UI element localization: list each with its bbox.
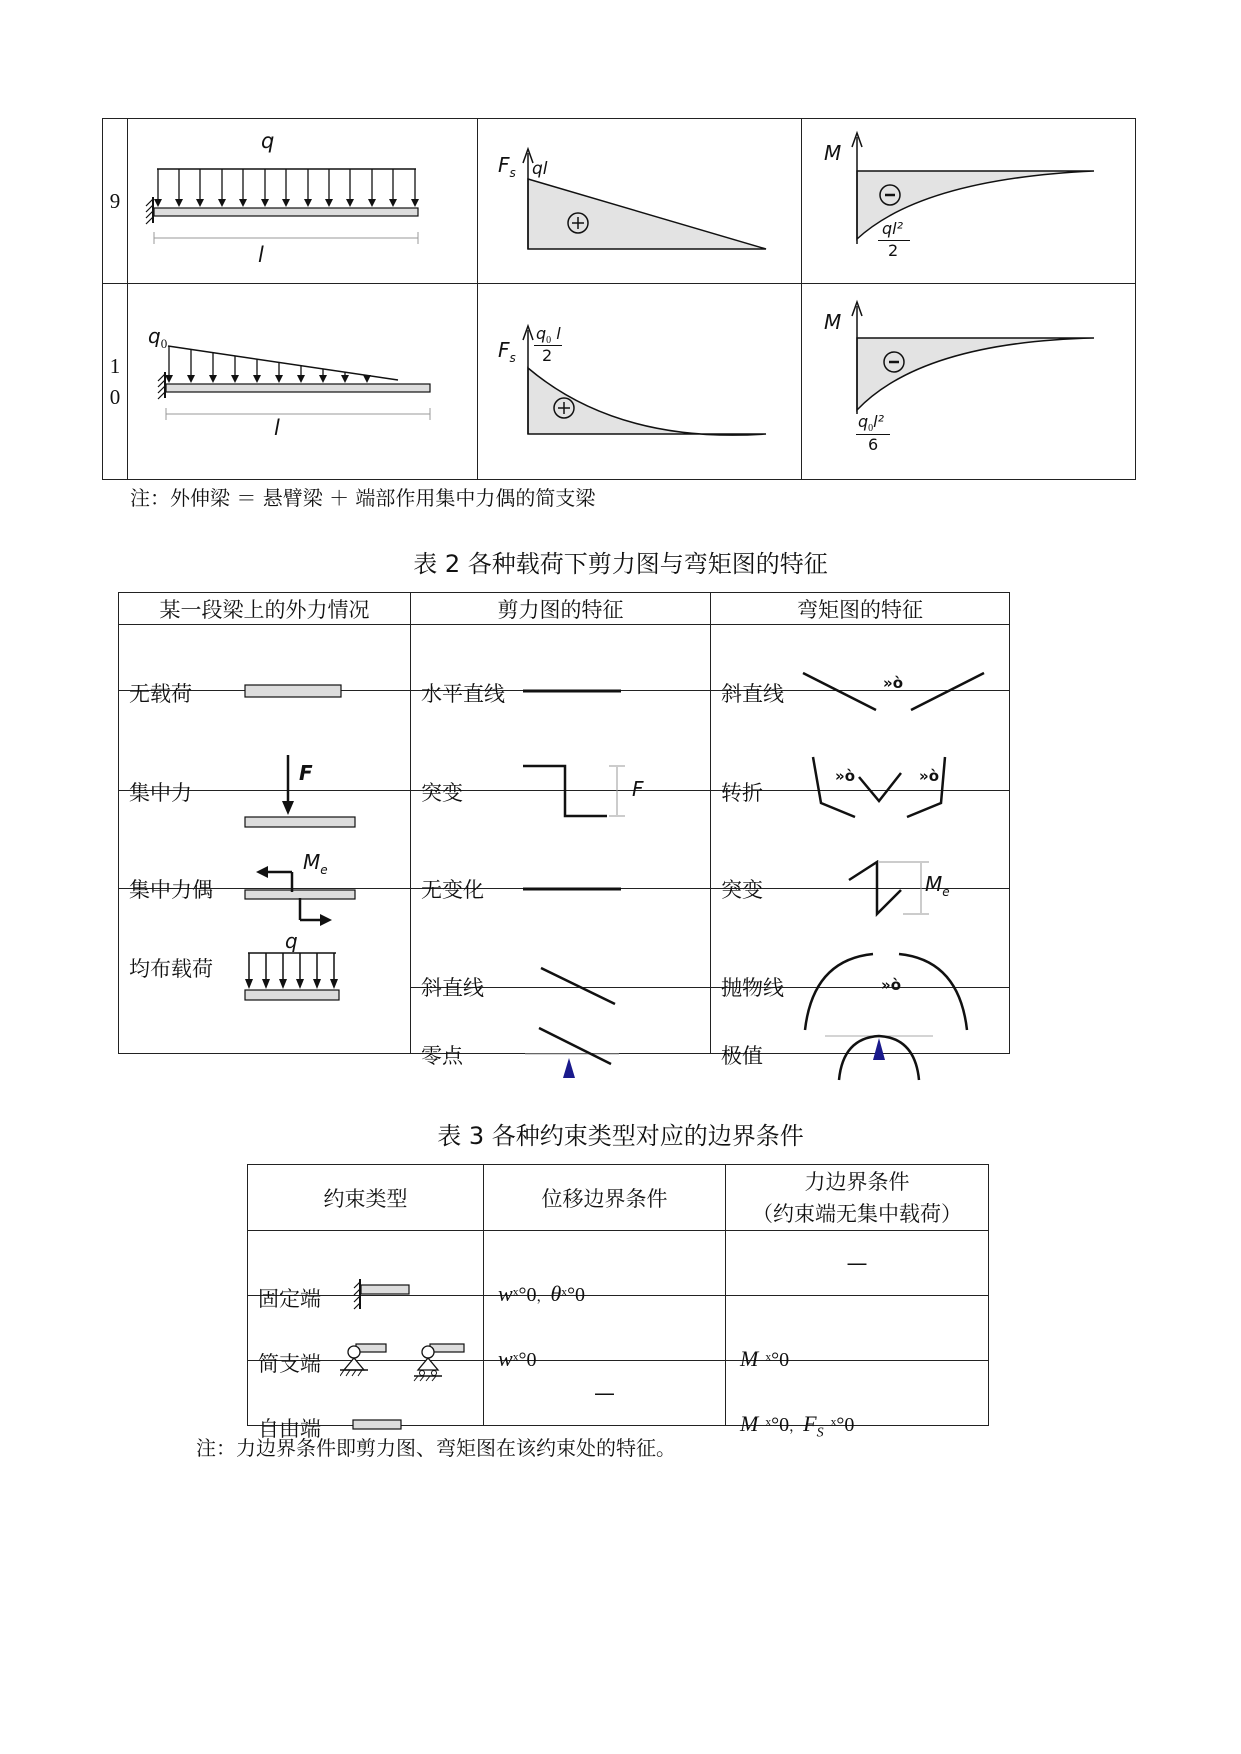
cell-moment-sloped: 斜直线 »ò	[711, 625, 1010, 691]
table3-header-type: 约束类型	[248, 1165, 484, 1231]
table3-caption: 表 3 各种约束类型对应的边界条件	[437, 1122, 804, 1150]
beam-icon	[244, 684, 344, 700]
triangular-load-cantilever-figure	[128, 284, 477, 479]
cell-shear-no-change: 无变化	[411, 791, 711, 889]
span-label: l	[258, 243, 264, 267]
cell-concentrated-couple: 集中力偶 $M_e$	[119, 791, 411, 889]
moment-curve-figure	[802, 119, 1135, 283]
extreme-value-icon	[823, 1024, 943, 1082]
cell-moment-parabola: 抛物线 »ò	[711, 889, 1010, 988]
cell-simple-support: 简支端	[248, 1296, 484, 1361]
table2-caption: 表 2 各种载荷下剪力图与弯矩图的特征	[413, 550, 828, 578]
step-jump-icon	[521, 763, 641, 823]
cell-fixed-force: —	[726, 1231, 989, 1296]
cell-moment-extreme: 极值	[711, 987, 1010, 1053]
row-number: 9	[103, 119, 128, 284]
cell-fixed-disp: wˣ°0，θˣ°0	[484, 1231, 726, 1296]
table2	[118, 592, 1010, 1069]
free-end-icon	[352, 1419, 406, 1433]
cell-free-disp: —	[484, 1361, 726, 1426]
table1-note: 注：外伸梁 ＝ 悬臂梁 ＋ 端部作用集中力偶的简支梁	[130, 486, 596, 510]
shear-diagram-10	[478, 284, 802, 480]
horizontal-line-icon	[523, 886, 623, 892]
cell-simple-force: M ˣ°0	[726, 1296, 989, 1361]
moment-diagram-10	[802, 284, 1136, 480]
load-label: $q_0$	[148, 324, 168, 351]
simple-support-icon	[340, 1342, 470, 1382]
couple-label: $M_e$	[303, 849, 328, 877]
horizontal-line-icon	[523, 688, 623, 694]
shear-value-num: $q_0$ l	[536, 324, 561, 347]
table2-header-load: 某一段梁上的外力情况	[119, 593, 411, 625]
load-diagram-10	[128, 284, 478, 480]
fixed-support-icon	[352, 1277, 412, 1311]
cell-shear-sloped: 斜直线	[411, 889, 711, 988]
moment-value-den: 6	[868, 435, 879, 454]
zero-crossing-icon	[523, 1024, 623, 1080]
shear-axis-label: $F_s$	[498, 338, 516, 365]
shear-parabola-figure	[478, 284, 801, 479]
shear-triangle-figure	[478, 119, 801, 283]
cell-fixed-end: 固定端	[248, 1231, 484, 1296]
table2-header-moment: 弯矩图的特征	[711, 593, 1010, 625]
table3-note: 注：力边界条件即剪力图、弯矩图在该约束处的特征。	[196, 1436, 676, 1460]
shear-diagram-9	[478, 119, 802, 284]
moment-value-num: $q_0l^2$	[858, 412, 885, 435]
moment-axis-label: M	[824, 141, 842, 165]
cell-no-load: 无载荷	[119, 625, 411, 691]
cell-uniform-load: 均布载荷 q	[119, 889, 411, 1054]
moment-cubic-figure	[802, 284, 1135, 479]
shear-max-value: ql	[532, 159, 548, 179]
cell-free-end: 自由端	[248, 1361, 484, 1426]
cell-simple-disp: wˣ°0	[484, 1296, 726, 1361]
cell-shear-zero: 零点	[411, 987, 711, 1053]
sloped-line-icon	[539, 966, 619, 1008]
shear-axis-label: $F_s$	[498, 153, 516, 180]
table3-header-disp: 位移边界条件	[484, 1165, 726, 1231]
kink-lines-icon	[811, 755, 961, 825]
moment-axis-label: M	[824, 310, 842, 334]
cell-shear-jump: 突变 F	[411, 691, 711, 791]
table3	[247, 1164, 989, 1441]
shear-value-den: 2	[542, 346, 553, 365]
cell-moment-kink: 转折 »ò »ò	[711, 691, 1010, 791]
moment-diagram-9	[802, 119, 1136, 284]
load-label: q	[261, 129, 275, 153]
row-number: 1 0	[103, 284, 128, 480]
moment-value-num: ql²	[882, 219, 904, 238]
table1	[102, 118, 1136, 480]
cell-shear-horizontal: 水平直线	[411, 625, 711, 691]
moment-jump-label: $M_e$	[925, 871, 950, 899]
table2-header-shear: 剪力图的特征	[411, 593, 711, 625]
load-diagram-9	[128, 119, 478, 284]
cell-free-force: M ˣ°0，$F_S$ ˣ°0	[726, 1361, 989, 1426]
uniform-load-cantilever-figure	[128, 119, 477, 283]
cell-concentrated-force: 集中力 F	[119, 691, 411, 791]
span-label: l	[274, 416, 280, 440]
table3-header-force: 力边界条件 （约束端无集中载荷）	[726, 1165, 989, 1231]
cell-moment-jump: 突变 $M_e$	[711, 791, 1010, 889]
moment-value-den: 2	[888, 241, 899, 260]
